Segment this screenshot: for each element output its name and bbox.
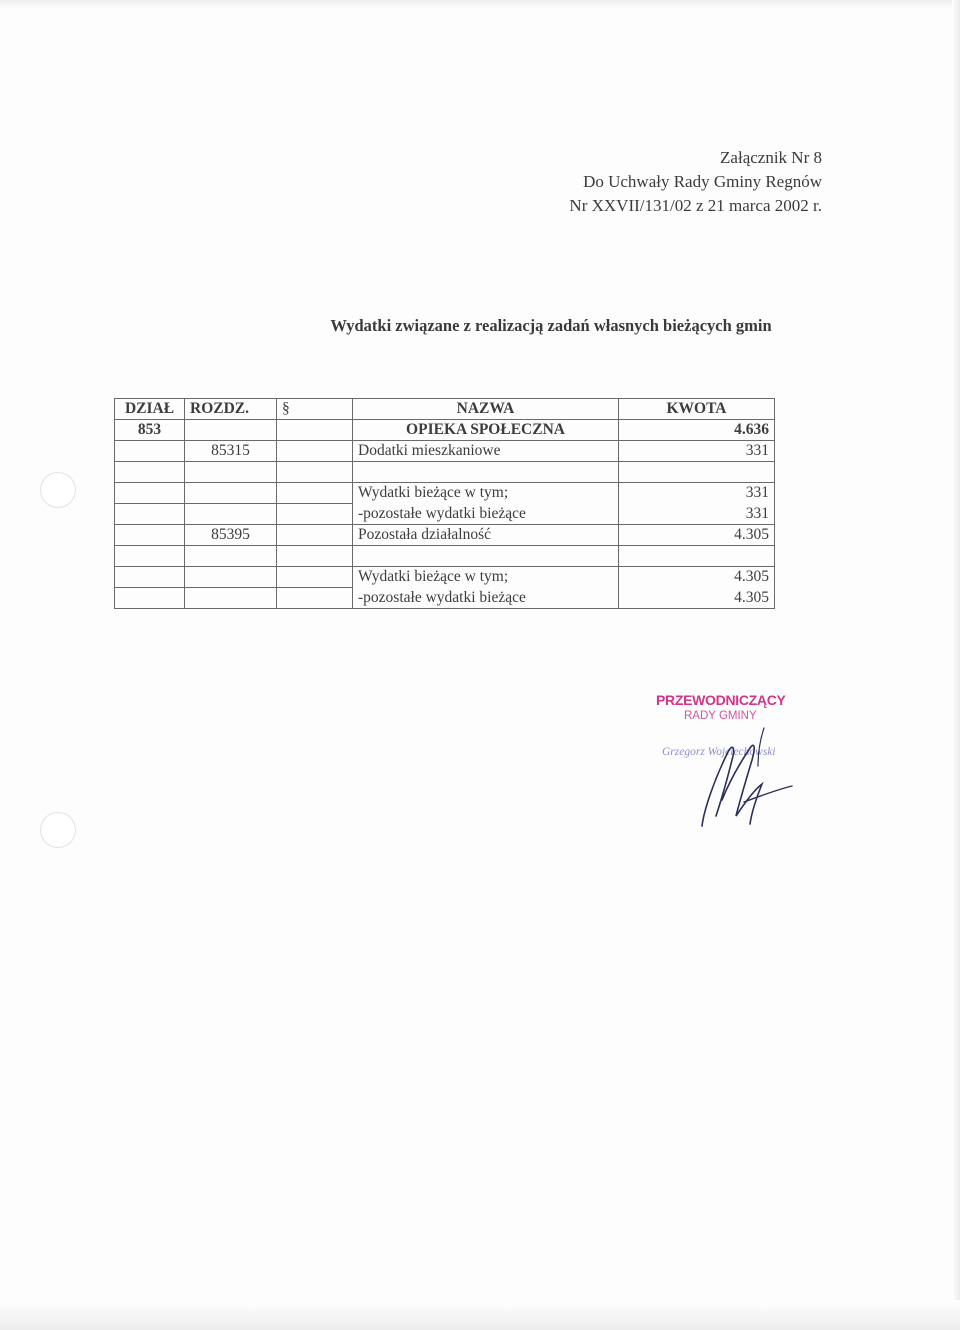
empty-cell: [185, 567, 277, 588]
empty-cell: [277, 525, 353, 546]
section-dzial: 853: [115, 420, 185, 441]
annex-header: [569, 146, 822, 218]
stamp-title: PRZEWODNICZĄCY: [656, 692, 786, 708]
empty-cell: [353, 546, 619, 567]
kwota-cell: 331: [619, 441, 775, 462]
kwota-cell: 4.305: [619, 525, 775, 546]
table-row: [115, 504, 775, 525]
annex-resolution-number: Nr XXVII/131/02 z 21 marca 2002 r.: [569, 196, 822, 215]
empty-cell: [277, 504, 353, 525]
empty-cell: [185, 483, 277, 504]
expenditure-table: [114, 398, 775, 609]
scan-edge-right: [952, 0, 960, 1330]
header-dzial: DZIAŁ: [115, 399, 185, 420]
kwota-cell: 331: [619, 483, 775, 504]
annex-resolution-body: Do Uchwały Rady Gminy Regnów: [583, 172, 822, 191]
section-kwota: 4.636: [619, 420, 775, 441]
section-nazwa: OPIEKA SPOŁECZNA: [353, 420, 619, 441]
nazwa-cell: Dodatki mieszkaniowe: [353, 441, 619, 462]
table-header-row: [115, 399, 775, 420]
empty-cell: [277, 462, 353, 483]
handwritten-signature: [680, 720, 800, 830]
table-row: [115, 567, 775, 588]
punch-hole: [40, 812, 76, 848]
table-row: [115, 462, 775, 483]
table-row: [115, 546, 775, 567]
table-row: [115, 420, 775, 441]
document-title: Wydatki związane z realizacją zadań własnych bieżących gmin: [330, 316, 772, 335]
empty-cell: [115, 546, 185, 567]
empty-cell: [185, 462, 277, 483]
empty-cell: [115, 588, 185, 609]
empty-cell: [185, 504, 277, 525]
empty-cell: [277, 420, 353, 441]
empty-cell: [185, 420, 277, 441]
empty-cell: [619, 546, 775, 567]
empty-cell: [115, 504, 185, 525]
header-nazwa: NAZWA: [353, 399, 619, 420]
empty-cell: [115, 567, 185, 588]
empty-cell: [619, 462, 775, 483]
empty-cell: [353, 462, 619, 483]
empty-cell: [185, 588, 277, 609]
empty-cell: [277, 483, 353, 504]
chairman-stamp: [640, 690, 810, 830]
stamp-subtitle: RADY GMINY: [684, 710, 757, 722]
empty-cell: [185, 546, 277, 567]
rozdz-cell: 85395: [185, 525, 277, 546]
empty-cell: [115, 462, 185, 483]
scan-edge-top: [0, 0, 960, 10]
scan-edge-bottom: [0, 1300, 960, 1330]
nazwa-cell: -pozostałe wydatki bieżące: [353, 504, 619, 525]
header-kwota: KWOTA: [619, 399, 775, 420]
nazwa-cell: Wydatki bieżące w tym;: [353, 483, 619, 504]
table-row: [115, 483, 775, 504]
empty-cell: [277, 588, 353, 609]
rozdz-cell: 85315: [185, 441, 277, 462]
table-row: [115, 588, 775, 609]
nazwa-cell: Wydatki bieżące w tym;: [353, 567, 619, 588]
kwota-cell: 331: [619, 504, 775, 525]
empty-cell: [277, 567, 353, 588]
empty-cell: [277, 441, 353, 462]
header-rozdz: ROZDZ.: [185, 399, 277, 420]
header-paragraph: §: [277, 399, 353, 420]
nazwa-cell: Pozostała działalność: [353, 525, 619, 546]
kwota-cell: 4.305: [619, 567, 775, 588]
kwota-cell: 4.305: [619, 588, 775, 609]
annex-number: Załącznik Nr 8: [720, 148, 822, 167]
table-row: [115, 525, 775, 546]
table-row: [115, 441, 775, 462]
empty-cell: [115, 483, 185, 504]
empty-cell: [115, 525, 185, 546]
empty-cell: [115, 441, 185, 462]
stamp-name: Grzegorz Wojciechowski: [662, 746, 776, 758]
punch-hole: [40, 472, 76, 508]
empty-cell: [277, 546, 353, 567]
nazwa-cell: -pozostałe wydatki bieżące: [353, 588, 619, 609]
